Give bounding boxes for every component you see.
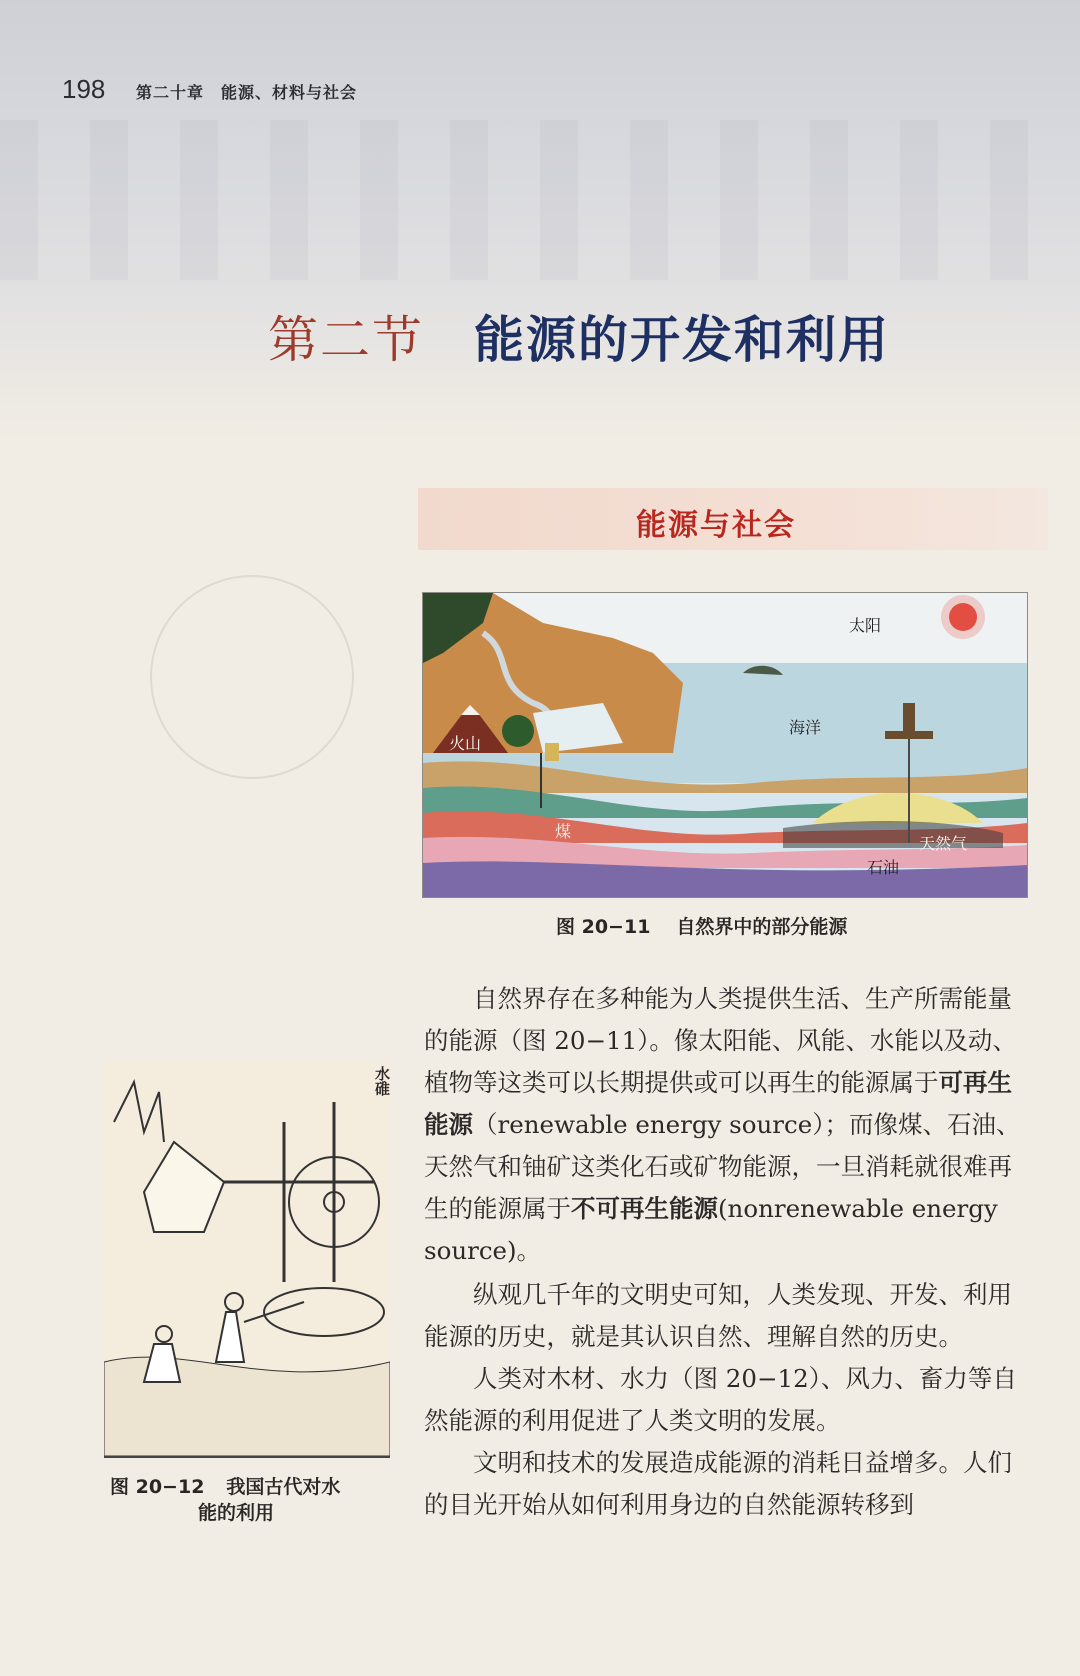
page-number: 198: [62, 74, 106, 104]
water-mill-woodcut-illustration: [104, 1062, 390, 1456]
label-coal: 煤: [555, 822, 572, 841]
paragraph-3: 人类对木材、水力（图 20−12）、风力、畜力等自然能源的利用促进了人类文明的发展。: [424, 1364, 1017, 1435]
paragraph-2: 纵观几千年的文明史可知，人类发现、开发、利用能源的历史，就是其认识自然、理解自然的历史。: [424, 1280, 1012, 1351]
figure-20-12-title-line2: 能的利用: [198, 1502, 275, 1524]
figure-20-12-side-mark: 水碓: [373, 1066, 391, 1096]
label-natural-gas: 天然气: [919, 834, 968, 853]
header-banner-photo: [0, 0, 1080, 440]
paragraph-4: 文明和技术的发展造成能源的消耗日益增多。人们的目光开始从如何利用身边的自然能源转移到: [424, 1448, 1012, 1519]
label-ocean: 海洋: [789, 718, 822, 737]
figure-20-12-number: 图 20−12: [110, 1476, 205, 1498]
term-nonrenewable-energy: 不可再生能源: [571, 1194, 718, 1223]
section-name: 能源的开发和利用: [474, 311, 890, 369]
faint-background-emblem: [150, 575, 354, 779]
figure-20-12-title-line1: 我国古代对水: [226, 1476, 341, 1498]
figure-20-11-title: 自然界中的部分能源: [676, 916, 848, 938]
figure-20-11-number: 图 20−11: [556, 916, 651, 938]
figure-natural-energy-sources: [422, 592, 1028, 898]
paragraph-1-text-b: （renewable energy source）；而像煤、石油、天然气和铀矿这类化石或矿物能源，一旦消耗就很难再生的能源属于: [424, 1110, 1021, 1223]
label-sun: 太阳: [849, 616, 882, 635]
term-renewable-energy: 可再生能源: [424, 1068, 1012, 1139]
figure-20-11-caption: [556, 912, 847, 939]
label-volcano: 火山: [449, 734, 482, 753]
label-oil: 石油: [867, 858, 900, 877]
section-title: [268, 300, 890, 372]
subsection-title: 能源与社会: [636, 508, 796, 543]
figure-ancient-water-power: [104, 1062, 390, 1458]
chapter-header: 第二十章 能源、材料与社会: [136, 83, 358, 102]
banner-haze: [0, 120, 1080, 280]
section-number: 第二节: [268, 311, 424, 369]
paragraph-1-text-a: 自然界存在多种能为人类提供生活、生产所需能量的能源（图 20−11）。像太阳能、风能、水能以及动、植物等这类可以长期提供或可以再生的能源属于: [424, 984, 1017, 1097]
paragraph-1-text-c: (nonrenewable energy source)。: [424, 1194, 998, 1265]
figure-20-12-caption: [110, 1474, 400, 1526]
paragraph-1: [424, 978, 1028, 1272]
